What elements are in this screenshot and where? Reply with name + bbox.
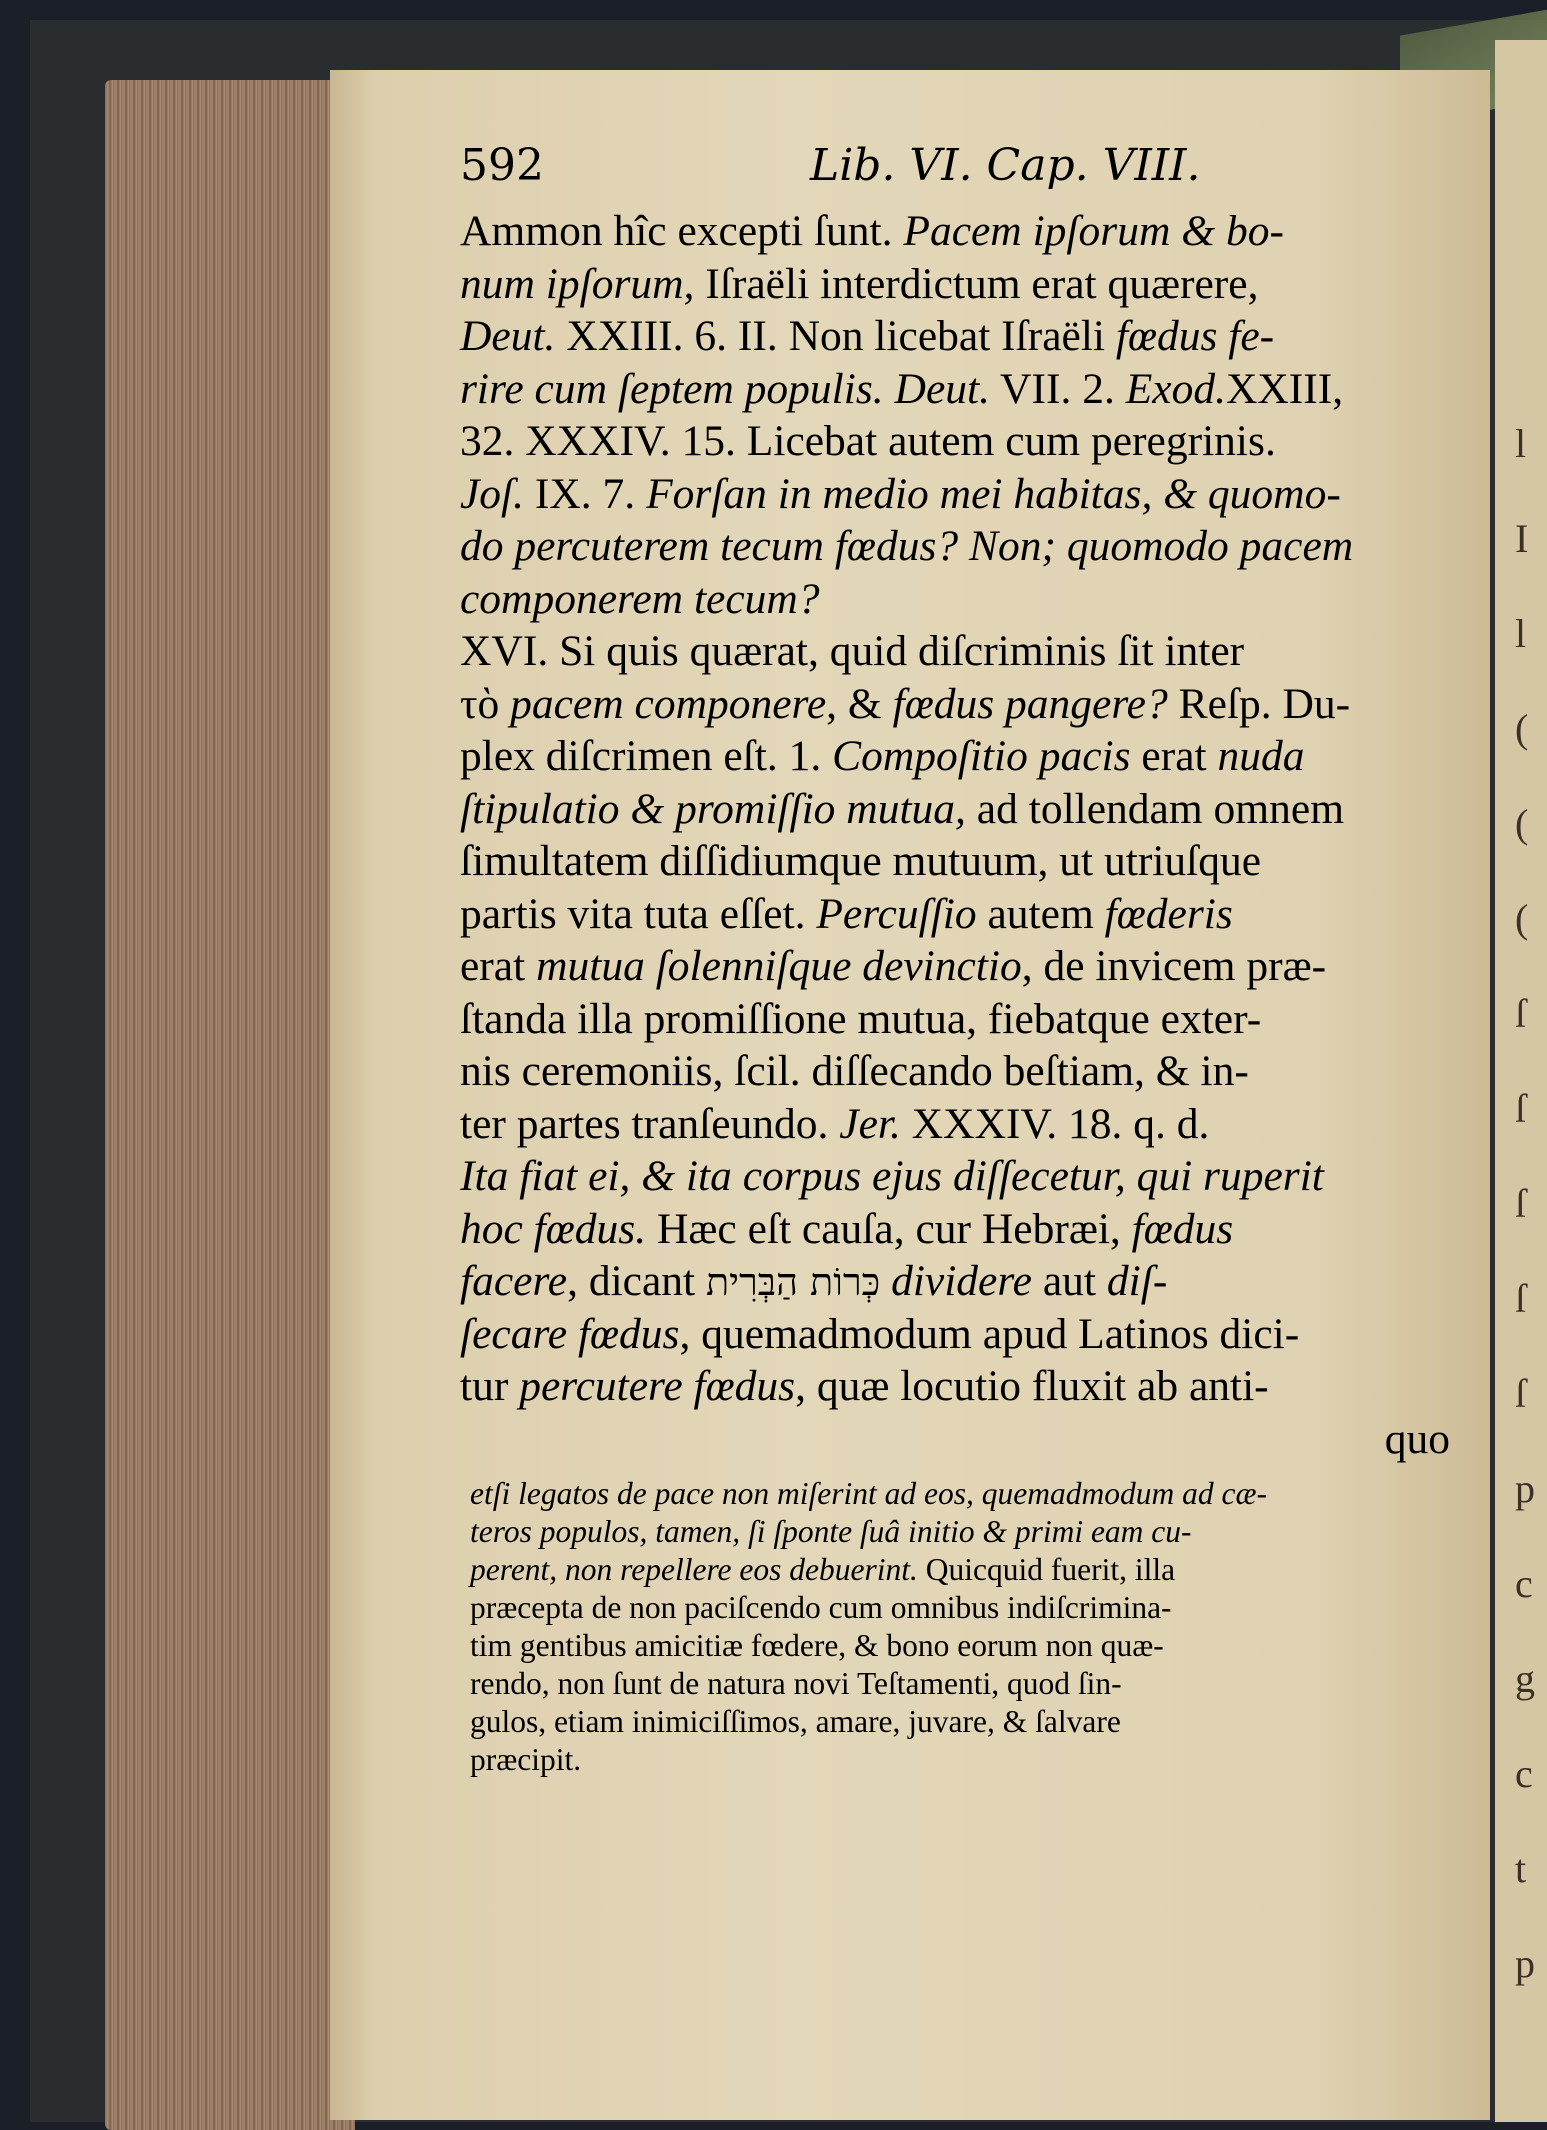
text-segment: τὸ [460, 679, 511, 728]
text-line [460, 1308, 1450, 1361]
text-segment: teros populos, tamen, ſi ſponte ſuâ initio & primi eam cu- [470, 1514, 1192, 1549]
text-segment: aut [1032, 1257, 1107, 1305]
text-line [460, 310, 1450, 363]
text-line [460, 573, 1450, 626]
text-segment: diſ- [1106, 1257, 1168, 1305]
text-segment: componerem tecum? [460, 574, 820, 623]
text-segment: partis vita tuta eſſet. [460, 889, 817, 938]
text-segment: tim gentibus amicitiæ fœdere, & bono eorum non quæ- [470, 1628, 1164, 1663]
text-segment: erat [1130, 732, 1218, 780]
text-segment: Exod. [1125, 364, 1226, 413]
text-line [460, 783, 1450, 836]
facing-page-glyph: g [1515, 1656, 1535, 1701]
text-line [460, 888, 1450, 941]
facing-page-glyph: I [1515, 516, 1529, 561]
text-segment: mutua ſolenniſque devinctio [536, 942, 1022, 990]
text-segment: nis ceremoniis, ſcil. diſſecando beſtiam, & in- [460, 1047, 1249, 1095]
text-line [460, 678, 1450, 731]
text-segment: erat [460, 942, 537, 990]
facing-page-glyph: c [1515, 1751, 1533, 1796]
text-line [460, 415, 1450, 468]
text-segment: Forſan in medio mei habitas, & quomo- [646, 469, 1341, 518]
facing-page-glyph: t [1515, 1846, 1527, 1891]
text-line [460, 1203, 1450, 1256]
text-segment: , & [826, 679, 893, 728]
text-line [470, 1551, 1450, 1589]
text-line [460, 1045, 1450, 1098]
text-segment: num ipſorum, [460, 259, 695, 308]
facing-page-glyph: ſ [1515, 991, 1527, 1036]
text-segment: autem [976, 889, 1105, 938]
text-line [460, 1150, 1450, 1203]
facing-page-glyph: l [1515, 421, 1527, 466]
facing-page-glyph: ( [1515, 801, 1529, 846]
page-header [460, 140, 1460, 200]
text-segment: pacem componere [510, 679, 827, 728]
text-segment: perent, non repellere eos debuerint. [470, 1552, 918, 1587]
text-segment: Ita fiat ei, & ita corpus ejus diſſecetur, qui ruperit [460, 1152, 1324, 1200]
text-segment: XVI. Si quis quærat, quid diſcriminis ſit inter [460, 627, 1245, 675]
facing-page-glyph: p [1515, 1466, 1535, 1511]
facing-page-glyph: l [1515, 611, 1527, 656]
text-segment: Pacem ipſorum & bo- [903, 207, 1284, 255]
hebrew-text: כְּרוֹת הַבְּרִית [706, 1260, 881, 1304]
text-line [460, 258, 1450, 311]
text-segment: gulos, etiam inimiciſſimos, amare, juvare, & ſalvare [470, 1704, 1121, 1739]
text-segment: Reſp. Du- [1167, 679, 1351, 728]
facing-page-glyph: ſ [1515, 1086, 1527, 1131]
text-line [460, 835, 1450, 888]
text-line [460, 940, 1450, 993]
text-line [470, 1703, 1450, 1741]
facing-page-glyph: ſ [1515, 1276, 1527, 1321]
text-segment: hoc fœdus. [460, 1204, 647, 1253]
text-line [460, 520, 1450, 573]
text-segment: Hæc eſt cauſa, cur Hebræi, [646, 1204, 1132, 1253]
text-segment: , quemadmodum apud Latinos dici- [679, 1309, 1300, 1358]
text-segment: , quæ locutio fluxit ab anti- [795, 1362, 1269, 1410]
text-segment: ſtipulatio & promiſſio mutua, [460, 784, 966, 833]
text-segment: Iſraëli interdictum erat quærere, [694, 259, 1259, 308]
text-line [460, 468, 1450, 521]
text-segment: XXIII. 6. II. Non licebat Iſraëli [555, 312, 1116, 360]
text-segment: Percuſſio [816, 889, 977, 938]
facing-page-glyph: c [1515, 1561, 1533, 1606]
text-line [470, 1627, 1450, 1665]
text-segment: XXXIV. 18. q. d. [900, 1099, 1210, 1148]
text-line [460, 363, 1450, 416]
text-line [460, 1098, 1450, 1151]
catchword: quo [1384, 1414, 1450, 1463]
text-segment: ad tollendam omnem [965, 784, 1345, 833]
main-text [460, 205, 1450, 1465]
text-line [460, 1360, 1450, 1413]
text-segment: facere [460, 1257, 568, 1305]
text-segment: etſi legatos de pace non miſerint ad eos, quemadmodum ad cæ- [470, 1476, 1267, 1511]
facing-page-glyph: ( [1515, 706, 1529, 751]
text-segment: præcepta de non paciſcendo cum omnibus indiſcrimina- [470, 1590, 1172, 1625]
text-line [470, 1741, 1450, 1779]
text-segment: fœdus pangere? [892, 679, 1168, 728]
text-segment: fœdus [1131, 1204, 1234, 1253]
facing-page-glyph: ( [1515, 896, 1529, 941]
text-segment: nuda [1217, 732, 1305, 780]
text-segment: rire cum ſeptem populis. Deut. [460, 364, 990, 413]
text-segment: do percuterem tecum fœdus? Non; quomodo pacem [460, 522, 1354, 570]
text-segment: IX. 7. [524, 469, 647, 518]
text-segment: percutere fœdus [519, 1362, 796, 1410]
footnote-text [470, 1475, 1450, 1779]
text-line [460, 1255, 1450, 1308]
text-segment: plex diſcrimen eſt. 1. [460, 732, 833, 780]
text-segment: , dicant [567, 1257, 706, 1305]
text-segment: fœderis [1104, 889, 1233, 938]
text-line [470, 1475, 1450, 1513]
text-line [470, 1589, 1450, 1627]
text-segment: ſtanda illa promiſſione mutua, fiebatque exter- [460, 994, 1262, 1043]
text-segment: præcipit. [470, 1742, 582, 1777]
text-line [460, 993, 1450, 1046]
text-line [460, 625, 1450, 678]
facing-page-glyph: ſ [1515, 1181, 1527, 1226]
text-line [470, 1665, 1450, 1703]
text-segment: fœdus fe- [1115, 312, 1275, 360]
text-segment: Ammon hîc excepti ſunt. [460, 207, 904, 255]
text-segment: Jer. [839, 1099, 901, 1148]
text-line [460, 730, 1450, 783]
text-segment: Compoſitio pacis [832, 732, 1131, 780]
text-line [460, 205, 1450, 258]
text-line [470, 1513, 1450, 1551]
facing-page-glyph: p [1515, 1941, 1535, 1986]
running-title: Lib. VI. Cap. VIII. [810, 140, 1201, 191]
text-segment: Quicquid fuerit, illa [917, 1552, 1176, 1587]
page-edges [105, 80, 355, 2130]
text-segment [880, 1257, 891, 1305]
text-segment: dividere [891, 1257, 1032, 1305]
text-segment: 32. XXXIV. 15. Licebat autem cum peregrinis. [460, 417, 1276, 465]
facing-page-edge [1495, 40, 1547, 2122]
text-segment: Joſ. [460, 469, 525, 518]
text-segment: XXIII, [1225, 364, 1344, 413]
text-segment: ſecare fœdus [460, 1309, 680, 1358]
text-segment: tur [460, 1362, 520, 1410]
text-segment: rendo, non ſunt de natura novi Teſtamenti, quod ſin- [470, 1666, 1122, 1701]
facing-page-glyph: ſ [1515, 1371, 1527, 1416]
text-segment: ſimultatem diſſidiumque mutuum, ut utriuſque [460, 837, 1262, 885]
text-segment: ter partes tranſeundo. [460, 1099, 840, 1148]
text-segment: , de invicem præ- [1021, 942, 1327, 990]
text-segment: Deut. [460, 312, 556, 360]
text-segment: VII. 2. [989, 364, 1126, 413]
page-number: 592 [460, 140, 544, 191]
